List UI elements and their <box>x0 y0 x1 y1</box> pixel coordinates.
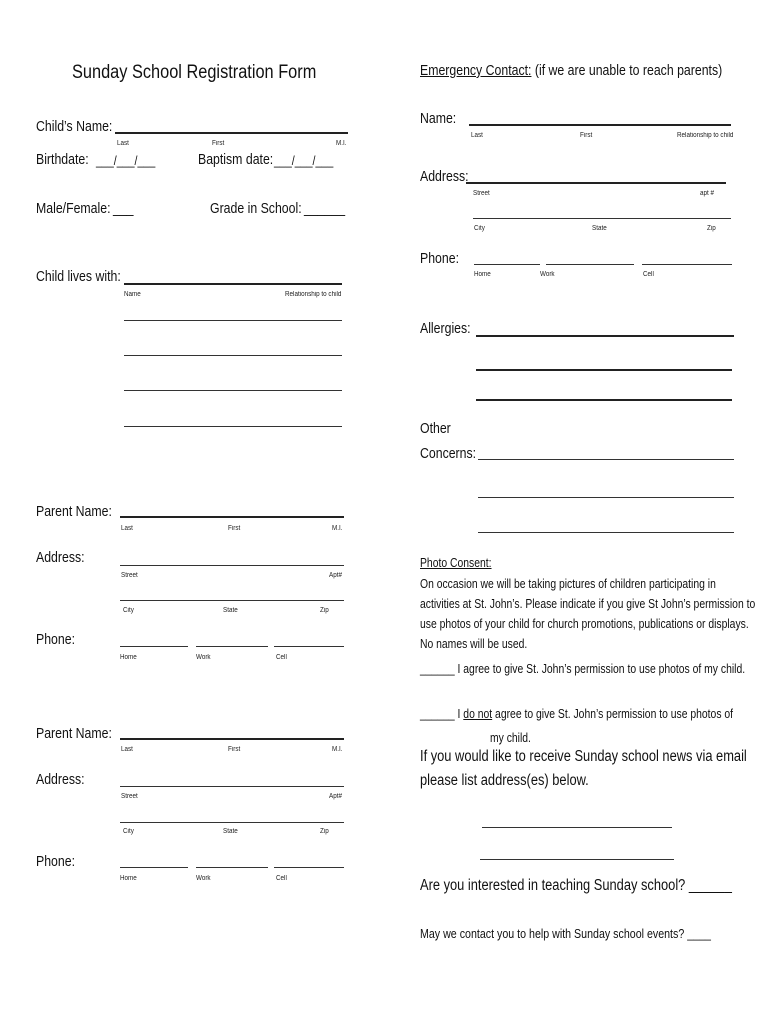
parent2-cell-caption: Cell <box>276 875 287 882</box>
photo-disagree-not: do not <box>463 707 493 721</box>
child-name-field[interactable] <box>115 132 348 134</box>
child-name-first-caption: First <box>212 140 225 147</box>
email-request-line2: please list address(es) below. <box>420 772 589 789</box>
emergency-street-field[interactable] <box>466 182 726 184</box>
lives-with-name-caption: Name <box>124 291 141 298</box>
allergies-field[interactable] <box>476 399 732 401</box>
parent1-address-label: Address: <box>36 549 85 566</box>
parent2-last-caption: Last <box>121 746 133 753</box>
email-address-field[interactable] <box>482 827 672 828</box>
parent2-address-label: Address: <box>36 771 85 788</box>
parent1-name-field[interactable] <box>120 516 344 518</box>
teaching-question: Are you interested in teaching Sunday school? <box>420 877 686 894</box>
lives-with-field[interactable] <box>124 283 342 285</box>
parent2-phone-label: Phone: <box>36 853 75 870</box>
birthdate-label: Birthdate: <box>36 151 89 168</box>
parent2-street-caption: Street <box>121 793 138 800</box>
parent2-zip-caption: Zip <box>320 828 329 835</box>
parent2-name-label: Parent Name: <box>36 725 112 742</box>
photo-agree-blank[interactable]: ______ <box>420 662 455 676</box>
child-name-mi-caption: M.I. <box>336 140 347 147</box>
emergency-home-caption: Home <box>474 271 491 278</box>
parent1-street-caption: Street <box>121 572 138 579</box>
emergency-first-caption: First <box>580 132 593 139</box>
other-concerns-label-line2: Concerns: <box>420 445 477 462</box>
parent2-city-field[interactable] <box>120 822 344 823</box>
other-concerns-label-line1: Other <box>420 420 451 437</box>
emergency-relationship-caption: Relationship to child <box>677 132 734 139</box>
email-address-field[interactable] <box>480 859 674 860</box>
parent1-work-phone-field[interactable] <box>196 646 268 647</box>
emergency-cell-phone-field[interactable] <box>642 264 732 265</box>
teaching-question-row <box>420 877 732 895</box>
other-concerns-field[interactable] <box>478 459 734 460</box>
emergency-name-label: Name: <box>420 110 457 127</box>
parent1-phone-label: Phone: <box>36 631 75 648</box>
lives-with-relationship-caption: Relationship to child <box>285 291 342 298</box>
lives-with-line[interactable] <box>124 390 342 391</box>
grade-field[interactable]: ______ <box>304 200 346 217</box>
parent1-cell-phone-field[interactable] <box>274 646 344 647</box>
emergency-address-label: Address: <box>420 168 469 185</box>
emergency-name-field[interactable] <box>469 124 731 126</box>
lives-with-line[interactable] <box>124 426 342 427</box>
emergency-last-caption: Last <box>471 132 483 139</box>
lives-with-line[interactable] <box>124 320 342 321</box>
emergency-city-field[interactable] <box>473 218 731 219</box>
gender-label: Male/Female: <box>36 200 111 217</box>
photo-disagree-pre: I <box>457 707 461 721</box>
parent2-mi-caption: M.I. <box>332 746 343 753</box>
parent2-name-field[interactable] <box>120 738 344 740</box>
photo-disagree-row <box>420 704 733 725</box>
contact-question: May we contact you to help with Sunday school events? <box>420 926 685 941</box>
lives-with-label: Child lives with: <box>36 268 121 285</box>
emergency-home-phone-field[interactable] <box>474 264 540 265</box>
photo-agree-row <box>420 659 745 680</box>
parent1-name-label: Parent Name: <box>36 503 112 520</box>
emergency-state-caption: State <box>592 225 607 232</box>
baptism-date-field[interactable]: ___/___/___ <box>274 153 334 168</box>
parent2-work-caption: Work <box>196 875 211 882</box>
parent1-city-field[interactable] <box>120 600 344 601</box>
photo-consent-text: use photos of your child for church promotions, publications or displays. <box>420 617 749 631</box>
emergency-contact-note: (if we are unable to reach parents) <box>534 62 723 79</box>
parent2-state-caption: State <box>223 828 238 835</box>
parent1-home-phone-field[interactable] <box>120 646 188 647</box>
allergies-label: Allergies: <box>420 320 471 337</box>
teaching-answer-blank[interactable]: ______ <box>688 877 732 894</box>
photo-disagree-line2: my child. <box>490 731 531 745</box>
parent2-home-phone-field[interactable] <box>120 867 188 868</box>
parent1-street-field[interactable] <box>120 565 344 566</box>
photo-consent-text: activities at St. John’s. Please indicate if you give St John’s permission to <box>420 597 756 611</box>
parent2-cell-phone-field[interactable] <box>274 867 344 868</box>
photo-consent-text: No names will be used. <box>420 637 528 651</box>
parent1-city-caption: City <box>123 607 134 614</box>
photo-agree-text: I agree to give St. John’s permission to use photos of my child. <box>457 662 746 676</box>
photo-consent-heading: Photo Consent: <box>420 556 492 570</box>
emergency-cell-caption: Cell <box>643 271 654 278</box>
parent2-first-caption: First <box>228 746 241 753</box>
contact-answer-blank[interactable]: ____ <box>687 926 711 941</box>
parent1-cell-caption: Cell <box>276 654 287 661</box>
allergies-field[interactable] <box>476 335 734 337</box>
emergency-contact-block <box>420 62 722 79</box>
parent1-work-caption: Work <box>196 654 211 661</box>
other-concerns-field[interactable] <box>478 532 734 533</box>
parent2-apt-caption: Apt# <box>329 793 342 800</box>
contact-question-row <box>420 926 711 941</box>
emergency-contact-heading: Emergency Contact: <box>420 62 532 79</box>
parent2-city-caption: City <box>123 828 134 835</box>
emergency-work-caption: Work <box>540 271 555 278</box>
emergency-street-caption: Street <box>473 190 490 197</box>
lives-with-line[interactable] <box>124 355 342 356</box>
parent2-street-field[interactable] <box>120 786 344 787</box>
gender-field[interactable]: ___ <box>113 200 134 217</box>
allergies-field[interactable] <box>476 369 732 371</box>
emergency-apt-caption: apt # <box>700 190 715 197</box>
parent1-home-caption: Home <box>120 654 137 661</box>
baptism-date-label: Baptism date: <box>198 151 274 168</box>
child-name-label: Child’s Name: <box>36 118 113 135</box>
parent1-last-caption: Last <box>121 525 133 532</box>
parent1-first-caption: First <box>228 525 241 532</box>
photo-disagree-blank[interactable]: ______ <box>420 707 455 721</box>
birthdate-field[interactable]: ___/___/___ <box>96 153 156 168</box>
emergency-city-caption: City <box>474 225 485 232</box>
parent2-work-phone-field[interactable] <box>196 867 268 868</box>
other-concerns-field[interactable] <box>478 497 734 498</box>
emergency-phone-label: Phone: <box>420 250 459 267</box>
email-request-line1: If you would like to receive Sunday school news via email <box>420 748 747 765</box>
parent1-zip-caption: Zip <box>320 607 329 614</box>
photo-consent-text: On occasion we will be taking pictures of children participating in <box>420 577 716 591</box>
child-name-last-caption: Last <box>117 140 129 147</box>
parent1-mi-caption: M.I. <box>332 525 343 532</box>
emergency-work-phone-field[interactable] <box>546 264 634 265</box>
grade-label: Grade in School: <box>210 200 302 217</box>
parent1-state-caption: State <box>223 607 238 614</box>
emergency-zip-caption: Zip <box>707 225 716 232</box>
parent2-home-caption: Home <box>120 875 137 882</box>
form-title: Sunday School Registration Form <box>72 62 317 83</box>
photo-disagree-post: agree to give St. John’s permission to use photos of <box>495 707 734 721</box>
parent1-apt-caption: Apt# <box>329 572 342 579</box>
